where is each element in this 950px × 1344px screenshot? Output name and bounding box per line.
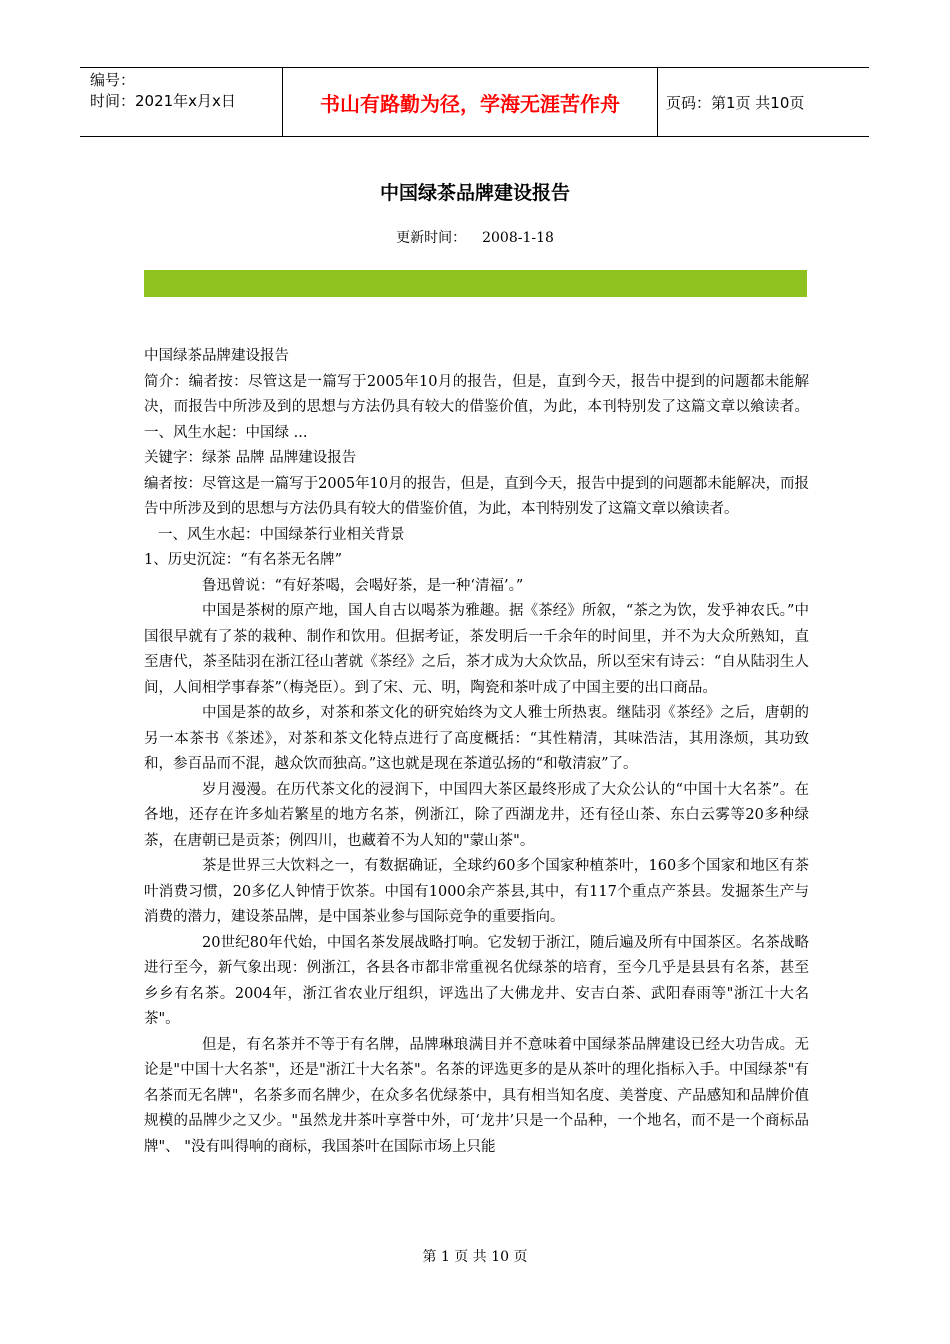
update-label: 更新时间：	[396, 230, 467, 246]
paragraph: 中国是茶树的原产地，国人自古以喝茶为雅趣。据《茶经》所叙，“茶之为饮，发乎神农氏。”中国很早就有了茶的栽种、制作和饮用。但据考证，茶发明后一千余年的时间里，并不为大众所熟知，直至唐代，茶圣陆羽在浙江径山著就《茶经》之后，茶才成为大众饮品，所以至宋有诗云：“自从陆羽生人间，人间相学事春茶”（梅尧臣）。到了宋、元、明，陶瓷和茶叶成了中国主要的出口商品。	[144, 603, 809, 696]
section-heading: 一、风生水起：中国绿茶行业相关背景	[158, 526, 405, 543]
update-date: 2008-1-18	[482, 230, 554, 246]
paragraph: 但是，有名茶并不等于有名牌，品牌琳琅满目并不意味着中国绿茶品牌建设已经大功告成。无论是"中国十大名茶"，还是"浙江十大名茶"。名茶的评选更多的是从茶叶的理化指标入手。中国绿茶"有名茶而无名牌"，名茶多而名牌少，在众多名优绿茶中，具有相当知名度、美誉度、产品感知和品牌价值规模的品牌少之又少。"虽然龙井茶叶享誉中外，可‘龙井’只是一个品种，一个地名，而不是一个商标品牌"、 "没有叫得响的商标，我国茶叶在国际市场上只能	[144, 1036, 809, 1155]
article-body	[144, 344, 809, 1160]
paragraph: 茶是世界三大饮料之一，有数据确证，全球约60多个国家种植茶叶，160多个国家和地区有茶叶消费习惯，20多亿人钟情于饮茶。中国有1000余产茶县,其中，有117个重点产茶县。发掘茶生产与消费的潜力，建设茶品牌，是中国茶业参与国际竞争的重要指向。	[144, 858, 809, 925]
paragraph: 岁月漫漫。在历代茶文化的浸润下，中国四大茶区最终形成了大众公认的“中国十大名茶”。在各地，还存在许多灿若繁星的地方名茶，例浙江，除了西湖龙井，还有径山茶、东白云雾等20多种绿茶，在唐朝已是贡茶；例四川，也藏着不为人知的"蒙山茶"。	[144, 781, 809, 849]
paragraph: 20世纪80年代始，中国名茶发展战略打响。它发轫于浙江，随后遍及所有中国茶区。名茶战略进行至今，新气象出现：例浙江，各县各市都非常重视名优绿茶的培育，至今几乎是县县有名茶，甚至乡乡有名茶。2004年，浙江省农业厅组织，评选出了大佛龙井、安吉白茶、武阳春雨等"浙江十大名茶"。	[144, 934, 809, 1027]
paragraph: 中国是茶的故乡，对茶和茶文化的研究始终为文人雅士所热衷。继陆羽《茶经》之后，唐朝的另一本茶书《茶述》，对茶和茶文化特点进行了高度概括：“其性精清，其味浩洁，其用涤烦，其功致和，参百品而不混，越众饮而独高。”这也就是现在茶道弘扬的“和敬清寂”了。	[144, 705, 809, 772]
paragraph: 编者按：尽管这是一篇写于2005年10月的报告，但是，直到今天，报告中提到的问题都未能解决，而报告中所涉及到的思想与方法仍具有较大的借鉴价值，为此，本刊特别发了这篇文章以飨读者。	[144, 475, 809, 517]
subsection-heading: 1、历史沉淀：“有名茶无名牌”	[144, 552, 343, 568]
document-title: 中国绿茶品牌建设报告	[379, 182, 570, 204]
header-meta	[80, 68, 282, 136]
update-line	[0, 227, 950, 247]
motto: 书山有路勤为径，学海无涯苦作舟	[282, 68, 658, 136]
paragraph: 关键字：绿茶 品牌 品牌建设报告	[144, 450, 357, 466]
paragraph: 鲁迅曾说：“有好茶喝，会喝好茶，是一种‘清福’。”	[202, 577, 524, 594]
green-divider-bar	[144, 270, 807, 297]
page-info: 页码：第1页 共10页	[666, 93, 805, 112]
page-footer: 第 1 页 共 10 页	[422, 1249, 528, 1265]
paragraph: 简介：编者按：尽管这是一篇写于2005年10月的报告，但是，直到今天，报告中提到的问题都未能解决，而报告中所涉及到的思想与方法仍具有较大的借鉴价值，为此，本刊特别发了这篇文章以飨读者。 一、风生水起：中国绿 ...	[144, 373, 809, 441]
number-label: 编号：	[90, 71, 136, 89]
paragraph: 中国绿茶品牌建设报告	[144, 348, 289, 364]
time-label: 时间：2021年x月x日	[90, 92, 236, 110]
header-table	[80, 67, 869, 137]
